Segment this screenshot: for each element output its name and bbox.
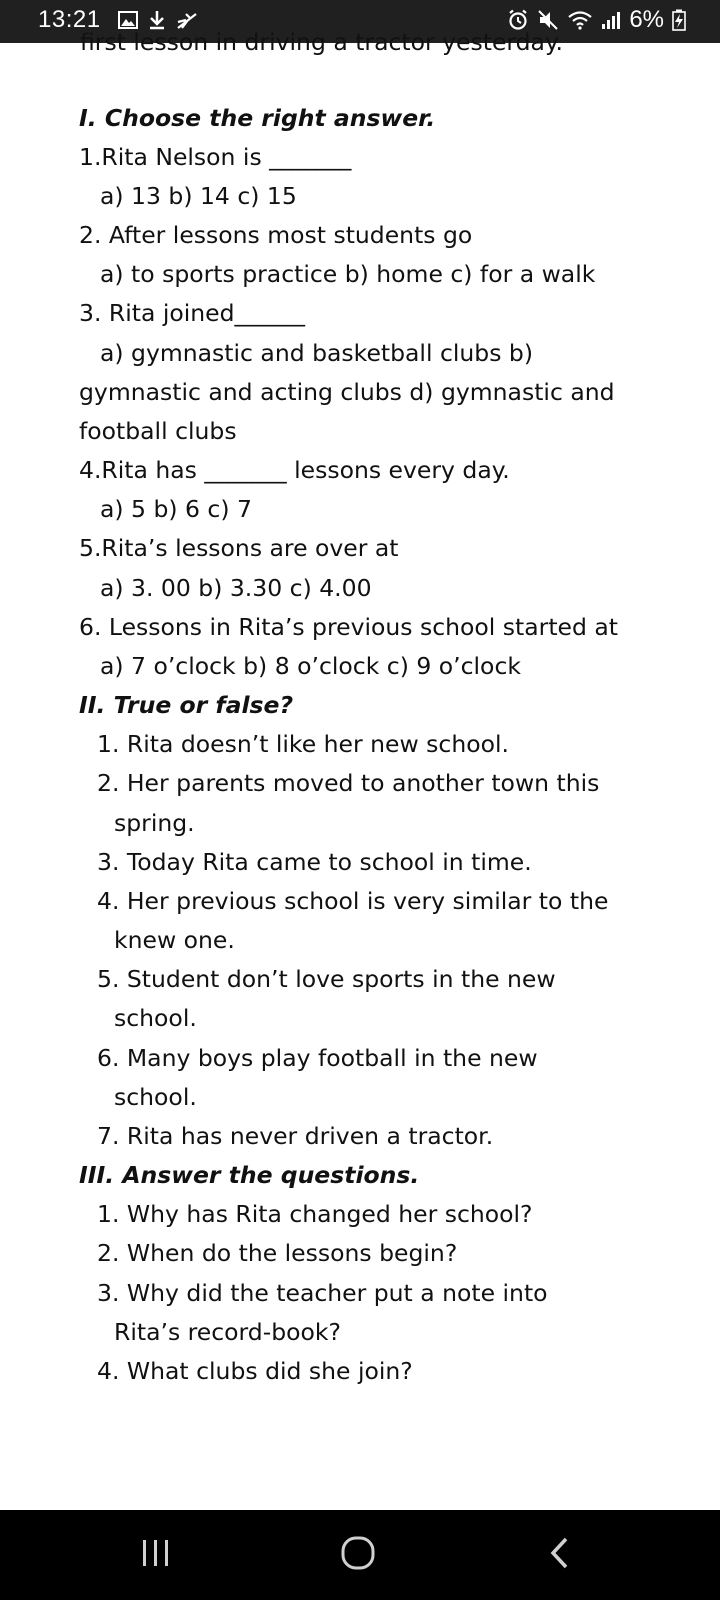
question-line: 4. What clubs did she join?	[97, 1357, 413, 1385]
battery-percent: 6%	[629, 6, 664, 33]
answer-options: a) 3. 00 b) 3.30 c) 4.00	[100, 574, 372, 602]
recent-apps-button[interactable]	[96, 1510, 216, 1600]
question-line: Rita’s record-book?	[114, 1318, 341, 1346]
section-heading-choose: I. Choose the right answer.	[79, 104, 436, 132]
answer-options: a) 13 b) 14 c) 15	[100, 182, 297, 210]
home-button[interactable]	[298, 1510, 418, 1600]
answer-options: a) 5 b) 6 c) 7	[100, 495, 252, 523]
section-heading-questions: III. Answer the questions.	[79, 1161, 420, 1189]
answer-options: a) to sports practice b) home c) for a walk	[100, 260, 596, 288]
answer-options: a) gymnastic and basketball clubs b)	[100, 339, 534, 367]
cutoff-text-line: first lesson in driving a tractor yesterday.	[80, 28, 563, 56]
back-icon	[548, 1536, 572, 1575]
question-line: 6. Lessons in Rita’s previous school started at	[79, 613, 618, 641]
statement-line: 3. Today Rita came to school in time.	[97, 848, 532, 876]
battery-icon	[672, 9, 686, 31]
statement-line: 1. Rita doesn’t like her new school.	[97, 730, 509, 758]
section-heading-true-false: II. True or false?	[79, 691, 294, 719]
answer-options: a) 7 o’clock b) 8 o’clock c) 9 o’clock	[100, 652, 521, 680]
question-line: 1.Rita Nelson is _______	[79, 143, 352, 171]
statement-line: 5. Student don’t love sports in the new	[97, 965, 556, 993]
back-button[interactable]	[500, 1510, 620, 1600]
statement-line: 4. Her previous school is very similar to the	[97, 887, 609, 915]
statement-line: 6. Many boys play football in the new	[97, 1044, 538, 1072]
statement-line: school.	[114, 1004, 197, 1032]
question-line: 2. After lessons most students go	[79, 221, 473, 249]
status-time: 13:21	[38, 6, 101, 33]
statement-line: 7. Rita has never driven a tractor.	[97, 1122, 494, 1150]
question-line: 2. When do the lessons begin?	[97, 1239, 458, 1267]
signal-icon	[601, 10, 621, 30]
question-line: 3. Rita joined______	[79, 299, 306, 327]
question-line: 1. Why has Rita changed her school?	[97, 1200, 533, 1228]
wifi-icon	[567, 10, 593, 30]
statement-line: spring.	[114, 809, 195, 837]
question-line: 3. Why did the teacher put a note into	[97, 1279, 548, 1307]
navigation-bar	[0, 1510, 720, 1600]
recent-apps-icon	[139, 1538, 173, 1573]
answer-options: football clubs	[79, 417, 237, 445]
statement-line: 2. Her parents moved to another town this	[97, 769, 600, 797]
statement-line: school.	[114, 1083, 197, 1111]
statement-line: knew one.	[114, 926, 235, 954]
home-icon	[340, 1535, 376, 1576]
document-view[interactable]	[0, 28, 720, 1510]
question-line: 4.Rita has _______ lessons every day.	[79, 456, 510, 484]
answer-options: gymnastic and acting clubs d) gymnastic and	[79, 378, 615, 406]
question-line: 5.Rita’s lessons are over at	[79, 534, 399, 562]
